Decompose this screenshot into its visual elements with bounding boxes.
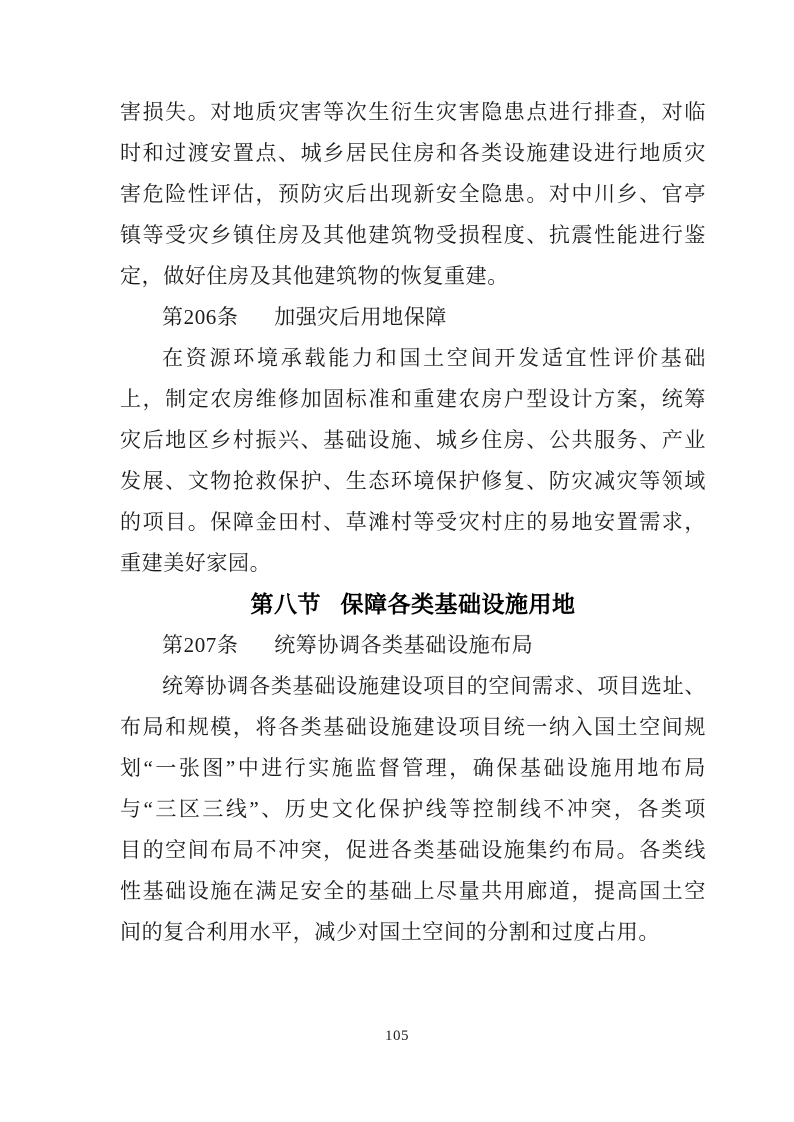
- body-line: 的项目。保障金田村、草滩村等受灾村庄的易地安置需求，: [120, 510, 706, 534]
- article-207-heading: [120, 625, 706, 666]
- body-line: 时和过渡安置点、城乡居民住房和各类设施建设进行地质灾: [120, 141, 706, 165]
- body-line: 害危险性评估，预防灾后出现新安全隐患。对中川乡、官亭: [120, 182, 706, 206]
- body-line: 与“三区三线”、历史文化保护线等控制线不冲突，各类项: [120, 797, 706, 821]
- body-line: 灾后地区乡村振兴、基础设施、城乡住房、公共服务、产业: [120, 428, 706, 452]
- article-206-number: 第206条: [162, 305, 239, 329]
- page-number: 105: [385, 1028, 409, 1044]
- body-line: 统筹协调各类基础设施建设项目的空间需求、项目选址、: [162, 674, 706, 698]
- body-line: 定，做好住房及其他建筑物的恢复重建。: [120, 264, 509, 288]
- body-line: 在资源环境承载能力和国土空间开发适宜性评价基础: [162, 346, 706, 370]
- body-line: 镇等受灾乡镇住房及其他建筑物受损程度、抗震性能进行鉴: [120, 223, 706, 247]
- article-207-number: 第207条: [162, 633, 239, 657]
- body-line: 上，制定农房维修加固标准和重建农房户型设计方案，统筹: [120, 387, 706, 411]
- body-line: 划“一张图”中进行实施监督管理，确保基础设施用地布局: [120, 756, 706, 780]
- body-line: 目的空间布局不冲突，促进各类基础设施集约布局。各类线: [120, 838, 706, 862]
- text-block: [120, 92, 706, 953]
- body-line: 性基础设施在满足安全的基础上尽量共用廊道，提高国土空: [120, 879, 706, 903]
- section-8-number: 第八节: [250, 591, 321, 617]
- article-206-heading: [120, 297, 706, 338]
- article-207-title: 统筹协调各类基础设施布局: [274, 633, 534, 657]
- section-8-title: 保障各类基础设施用地: [340, 591, 576, 617]
- body-line: 发展、文物抢救保护、生态环境保护修复、防灾减灾等领域: [120, 469, 706, 493]
- body-line: 害损失。对地质灾害等次生衍生灾害隐患点进行排查，对临: [120, 100, 706, 124]
- body-line: 重建美好家园。: [120, 551, 272, 575]
- section-8-heading: [120, 584, 706, 625]
- article-206-title: 加强灾后用地保障: [274, 305, 447, 329]
- body-line: 间的复合利用水平，减少对国土空间的分割和过度占用。: [120, 920, 660, 944]
- body-line: 布局和规模，将各类基础设施建设项目统一纳入国土空间规: [120, 715, 706, 739]
